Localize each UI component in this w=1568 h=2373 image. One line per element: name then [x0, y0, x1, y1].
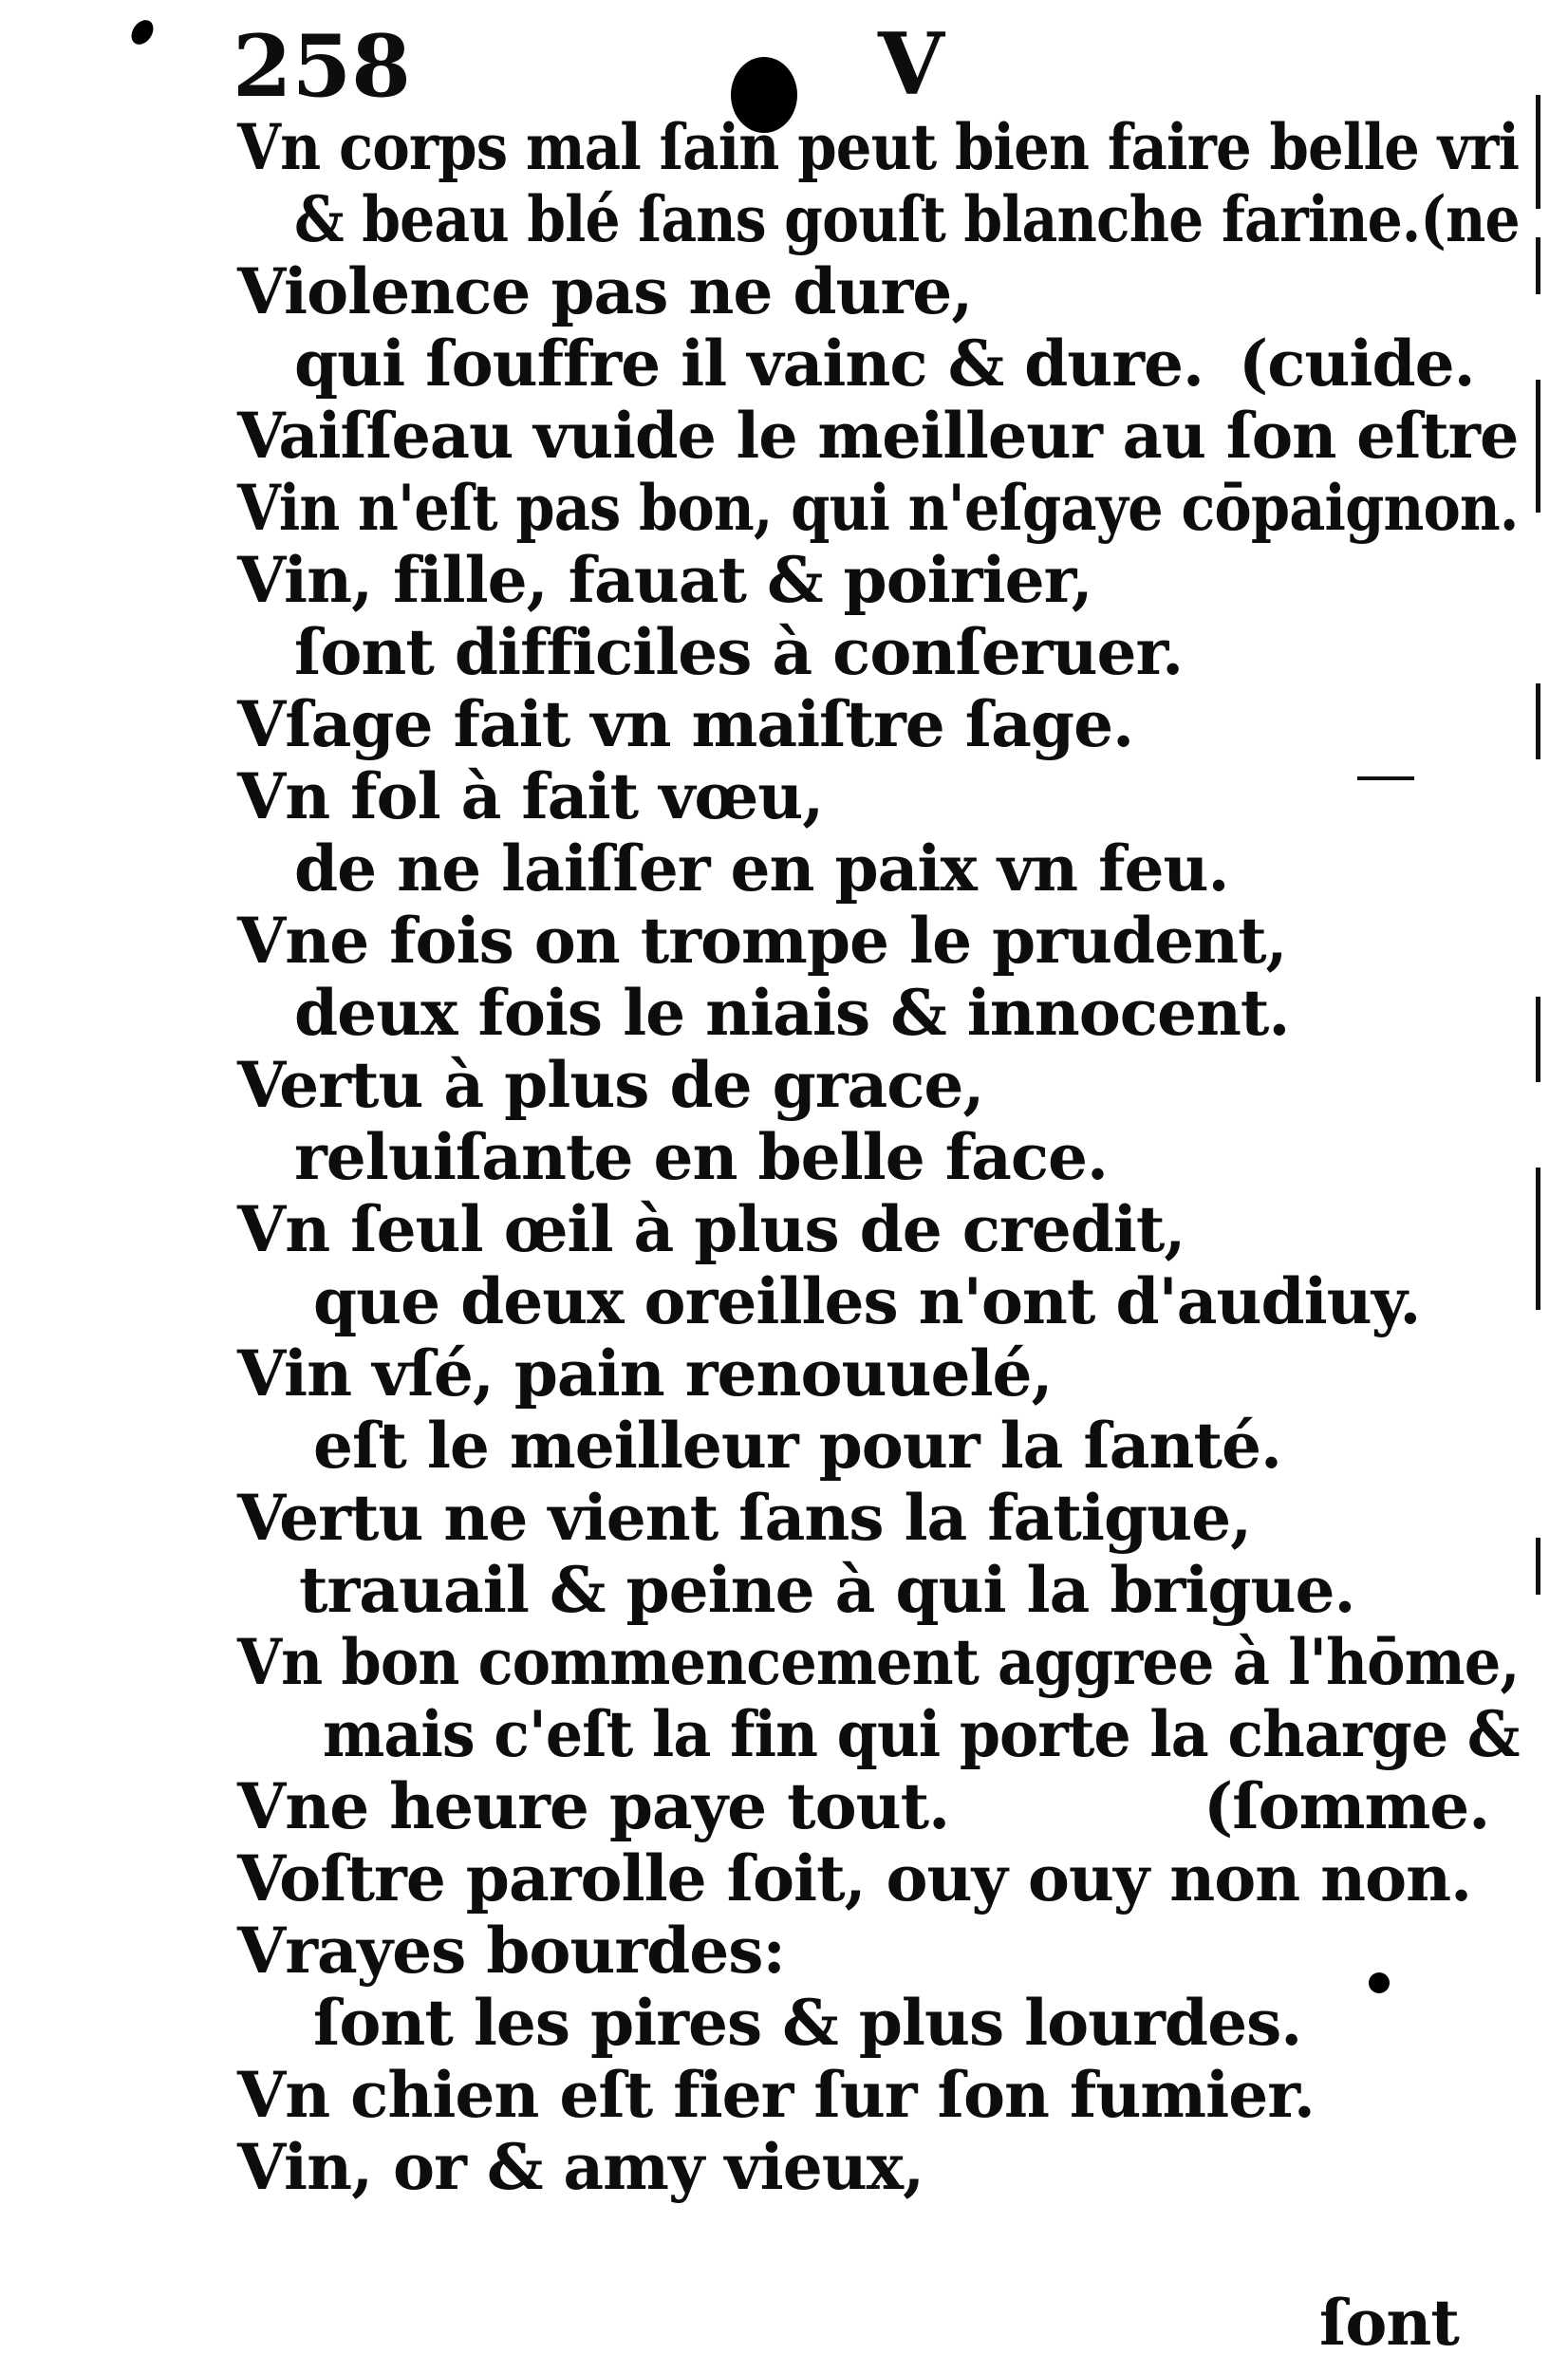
ink-speck [1369, 1972, 1390, 1993]
text-line: (ſomme. [1204, 1769, 1490, 1843]
text-line: Vaiſſeau vuide le meilleur au ſon eſtre [237, 399, 1519, 473]
text-line: Vn chien eſt fier ſur ſon fumier. [237, 2058, 1315, 2132]
text-line: Vſage fait vn maiſtre ſage. [237, 687, 1134, 761]
text-line: Vn corps mal ſain peut bien faire belle vri [237, 110, 1520, 184]
margin-mark [1536, 1538, 1540, 1595]
ink-speck [127, 16, 158, 48]
margin-mark [1536, 997, 1540, 1082]
text-line: Vertu à plus de grace, [237, 1048, 984, 1122]
catchword: ſont [1319, 2286, 1459, 2360]
text-line: Vin, fille, fauat & poirier, [237, 543, 1092, 617]
text-line: Vne heure paye tout. [237, 1769, 950, 1843]
text-line: mais c'eſt la fin qui porte la charge & [323, 1697, 1520, 1771]
margin-mark [1536, 237, 1540, 294]
text-line: reluiſante en belle face. [294, 1120, 1109, 1194]
text-line: Vn bon commencement aggree à l'hōme, [237, 1625, 1520, 1699]
running-head: V [878, 14, 944, 115]
text-line: Vertu ne vient ſans la fatigue, [237, 1481, 1252, 1555]
margin-mark [1536, 683, 1540, 759]
text-line: qui ſouffre il vainc & dure. [294, 327, 1204, 401]
text-line: de ne laiſſer en paix vn feu. [294, 831, 1229, 906]
text-line: Vin vſé, pain renouuelé, [237, 1336, 1053, 1411]
margin-mark [1536, 380, 1540, 513]
text-line: Vin, or & amy vieux, [237, 2130, 924, 2204]
text-line: Vn fol à fait vœu, [237, 759, 824, 833]
text-line: Vin n'eſt pas bon, qui n'eſgaye cōpaignon. [237, 471, 1519, 545]
text-line: deux fois le niais & innocent. [294, 976, 1290, 1050]
text-line: & beau blé ſans gouſt blanche farine.(ne [294, 182, 1520, 256]
margin-mark [1536, 1168, 1540, 1310]
text-line: eſt le meilleur pour la ſanté. [313, 1409, 1281, 1483]
margin-dash [1357, 776, 1414, 780]
text-line: Vne fois on trompe le prudent, [237, 904, 1287, 978]
margin-mark [1536, 95, 1540, 209]
page-number: 258 [233, 16, 411, 117]
text-line: Vrayes bourdes: [237, 1914, 785, 1988]
text-line: trauail & peine à qui la brigue. [299, 1553, 1355, 1627]
text-line: ſont les pires & plus lourdes. [313, 1986, 1302, 2060]
text-line: Voſtre parolle ſoit, ouy ouy non non. [237, 1841, 1472, 1915]
text-line: (cuide. [1239, 327, 1475, 401]
text-line: ſont difficiles à conſeruer. [294, 615, 1184, 689]
text-line: Violence pas ne dure, [237, 254, 973, 328]
text-line: Vn ſeul œil à plus de credit, [237, 1192, 1185, 1266]
text-line: que deux oreilles n'ont d'audiuy. [313, 1264, 1421, 1338]
